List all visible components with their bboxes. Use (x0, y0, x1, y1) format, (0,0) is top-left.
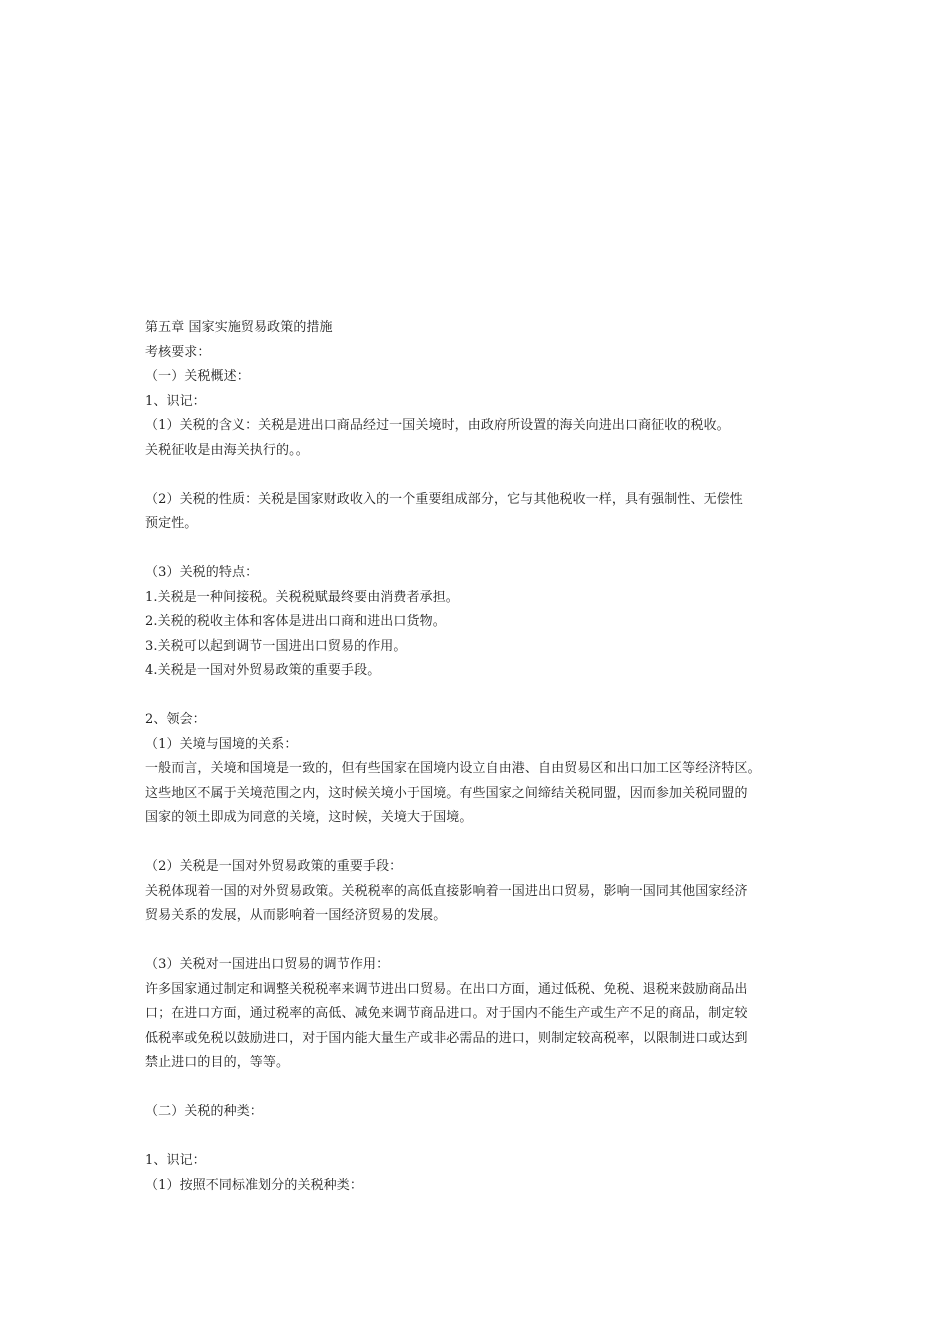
section-heading: （二）关税的种类： (145, 1104, 263, 1119)
text-line: （2）关税是一国对外贸易政策的重要手段： (145, 859, 403, 874)
text-line: （1）关税的含义：关税是进出口商品经过一国关境时，由政府所设置的海关向进出口商征收的税收。 (145, 418, 730, 433)
text-line: （1）按照不同标准划分的关税种类： (145, 1177, 363, 1193)
chapter-title: 第五章 国家实施贸易政策的措施 (145, 320, 333, 335)
text-line: 关税征收是由海关执行的。。 (145, 442, 309, 458)
text-line: 低税率或免税以鼓励进口，对于国内能大量生产或非必需品的进口，则制定较高税率，以限制进口或达到 (145, 1030, 748, 1046)
text-line: 关税体现着一国的对外贸易政策。关税税率的高低直接影响着一国进出口贸易，影响一国同其他国家经济 (145, 883, 748, 899)
text-line: （3）关税的特点： (145, 565, 259, 580)
blank-line (145, 1076, 825, 1101)
text-line: 贸易关系的发展，从而影响着一国经济贸易的发展。 (145, 908, 447, 923)
text-line: （3）关税对一国进出口贸易的调节作用： (145, 957, 390, 972)
text-line: 预定性。 (145, 516, 198, 531)
text-line: 1、识记： (145, 1153, 206, 1168)
text-line: 1.关税是一种间接税。关税税赋最终要由消费者承担。 (145, 589, 459, 605)
text-line: 4.关税是一国对外贸易政策的重要手段。 (145, 663, 381, 678)
text-line: 1、识记： (145, 393, 206, 409)
text-line: 考核要求： (145, 344, 211, 360)
text-line: 许多国家通过制定和调整关税税率来调节进出口贸易。在出口方面，通过低税、免税、退税来鼓励商品出 (145, 981, 748, 997)
blank-line (145, 463, 825, 488)
text-line: （2）关税的性质：关税是国家财政收入的一个重要组成部分，它与其他税收一样，具有强制性、无偿性 (145, 491, 743, 507)
text-line: 2、领会： (145, 712, 206, 727)
text-line: 2.关税的税收主体和客体是进出口商和进出口货物。 (145, 614, 446, 629)
text-line: 3.关税可以起到调节一国进出口贸易的作用。 (145, 638, 407, 654)
document-body (145, 316, 825, 1198)
section-heading: （一）关税概述： (145, 369, 250, 384)
text-line: 国家的领土即成为同意的关境，这时候，关境大于国境。 (145, 810, 473, 825)
text-line: （1）关境与国境的关系： (145, 736, 298, 752)
blank-line (145, 1125, 825, 1150)
text-line: 口；在进口方面，通过税率的高低、减免来调节商品进口。对于国内不能生产或生产不足的商品，制定较 (145, 1006, 748, 1021)
text-line: 禁止进口的目的，等等。 (145, 1055, 290, 1070)
blank-line (145, 929, 825, 954)
text-line: 这些地区不属于关境范围之内，这时候关境小于国境。有些国家之间缔结关税同盟，因而参加关税同盟的 (145, 785, 748, 801)
blank-line (145, 537, 825, 562)
blank-line (145, 831, 825, 856)
text-line: 一般而言，关境和国境是一致的，但有些国家在国境内设立自由港、自由贸易区和出口加工区等经济特区。 (145, 761, 761, 776)
blank-line (145, 684, 825, 709)
